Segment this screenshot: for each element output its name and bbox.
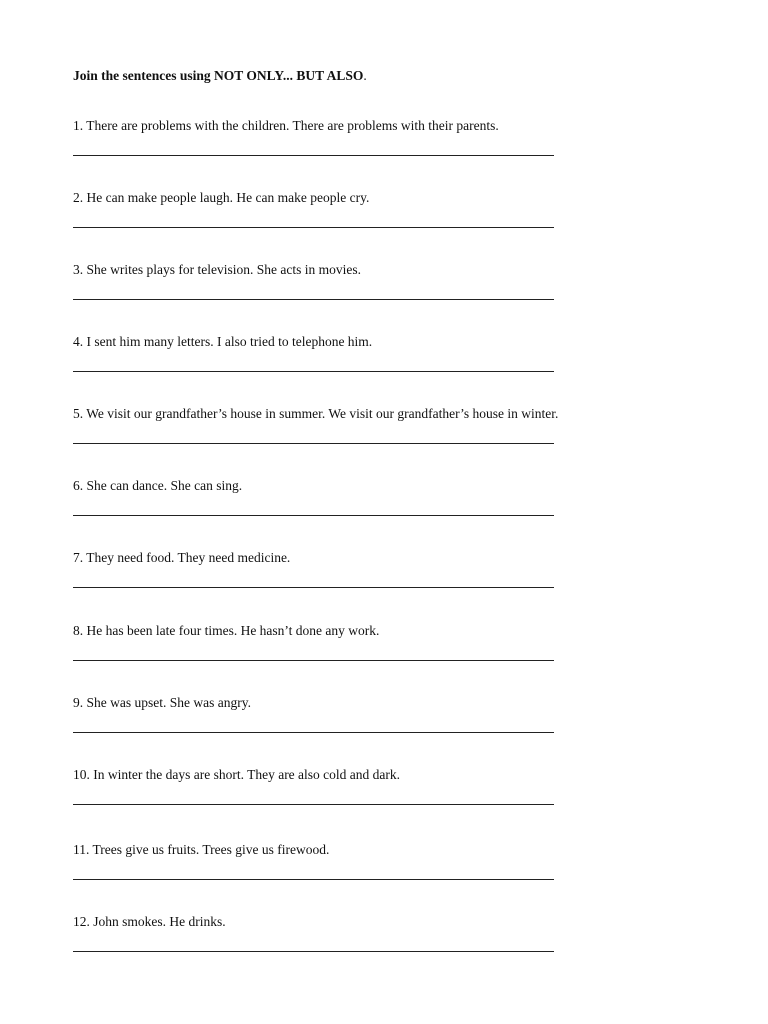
answer-line [73, 804, 554, 805]
instruction-heading [73, 67, 367, 85]
exercise-sentence: 3. She writes plays for television. She acts in movies. [73, 262, 361, 277]
answer-line [73, 515, 554, 516]
exercise-sentence: 10. In winter the days are short. They are also cold and dark. [73, 767, 401, 782]
exercise-item-5 [73, 405, 733, 423]
exercise-item-6 [73, 477, 733, 495]
exercise-item-3 [73, 261, 733, 279]
exercise-item-4 [73, 333, 733, 351]
answer-line [73, 299, 554, 300]
exercise-item-7 [73, 549, 733, 567]
exercise-sentence: 9. She was upset. She was angry. [73, 695, 251, 710]
exercise-sentence: 8. He has been late four times. He hasn’t done any work. [73, 623, 380, 638]
answer-line [73, 951, 554, 952]
exercise-sentence: 6. She can dance. She can sing. [73, 478, 243, 493]
answer-line [73, 227, 554, 228]
exercise-sentence: 5. We visit our grandfather’s house in summer. We visit our grandfather’s house in winter. [73, 406, 559, 421]
answer-line [73, 879, 554, 880]
instruction-text: Join the sentences using NOT ONLY... BUT ALSO [73, 68, 364, 83]
exercise-item-11 [73, 841, 733, 859]
exercise-sentence: 1. There are problems with the children. There are problems with their parents. [73, 118, 499, 133]
exercise-item-10 [73, 766, 733, 784]
exercise-sentence: 2. He can make people laugh. He can make people cry. [73, 190, 370, 205]
instruction-period: . [363, 68, 367, 83]
exercise-item-8 [73, 622, 733, 640]
exercise-sentence: 11. Trees give us fruits. Trees give us firewood. [73, 842, 330, 857]
exercise-item-1 [73, 117, 733, 135]
exercise-sentence: 7. They need food. They need medicine. [73, 550, 291, 565]
exercise-item-9 [73, 694, 733, 712]
answer-line [73, 587, 554, 588]
answer-line [73, 371, 554, 372]
exercise-sentence: 12. John smokes. He drinks. [73, 914, 226, 929]
exercise-item-2 [73, 189, 733, 207]
answer-line [73, 443, 554, 444]
answer-line [73, 660, 554, 661]
answer-line [73, 732, 554, 733]
exercise-sentence: 4. I sent him many letters. I also tried to telephone him. [73, 334, 373, 349]
exercise-item-12 [73, 913, 733, 931]
answer-line [73, 155, 554, 156]
